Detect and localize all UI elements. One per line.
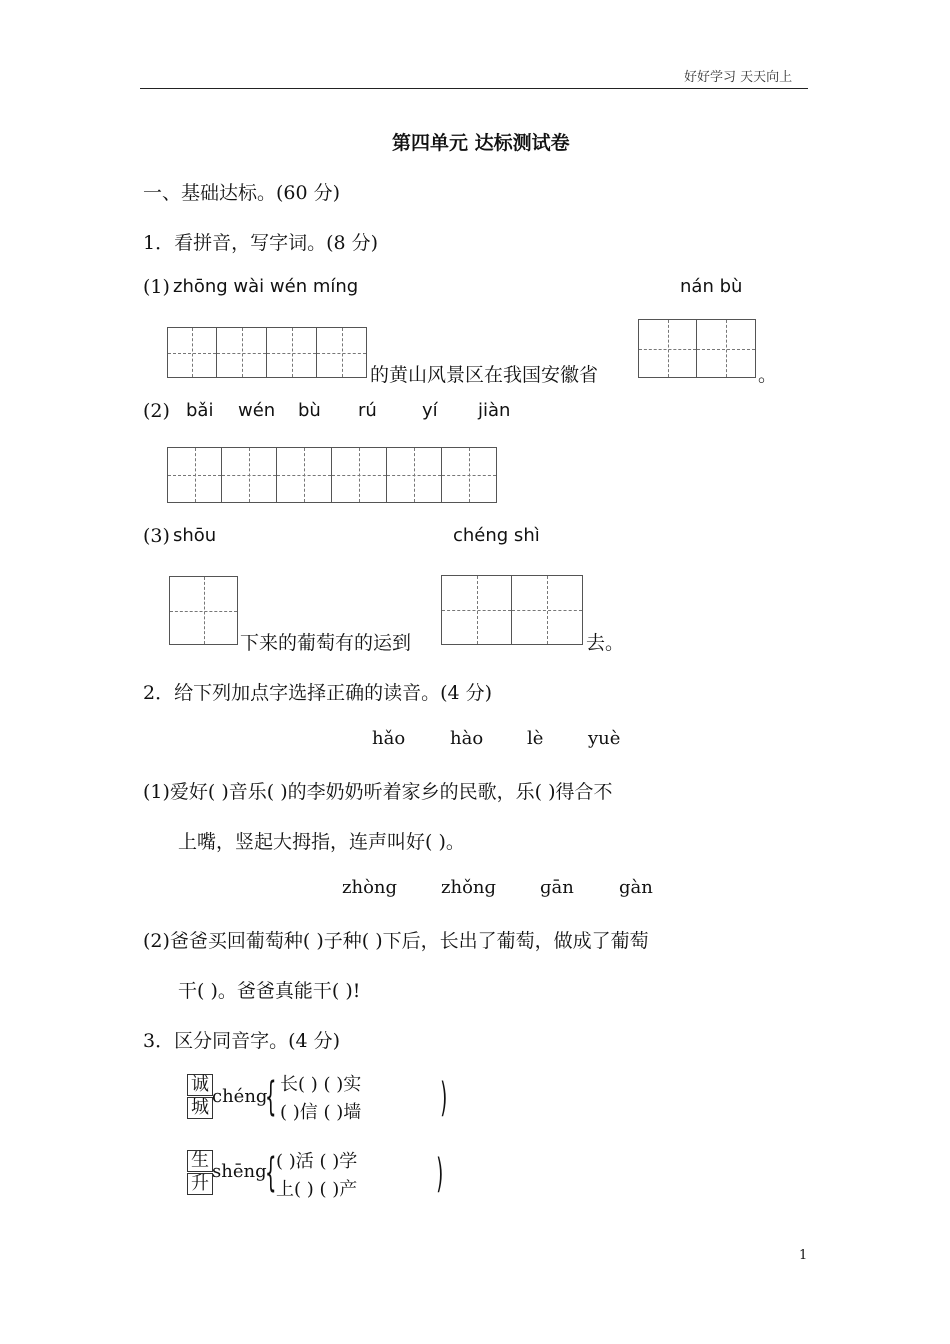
q2-option-3: lè (527, 728, 544, 749)
page-number: 1 (799, 1248, 808, 1263)
q1-part1-end: 。 (758, 364, 778, 386)
group1-row1: 长( ) ( )实 (280, 1074, 362, 1095)
question-1-heading: 1．看拼音，写字词。(8 分) (143, 232, 379, 254)
q1-part3-text: 下来的葡萄有的运到 (240, 632, 412, 654)
group2-row2: 上( ) ( )产 (276, 1179, 358, 1200)
q1-part2-label: (2) (143, 400, 170, 422)
writing-grid-p2[interactable] (167, 447, 497, 503)
writing-grid-p3b[interactable] (441, 575, 583, 645)
section-heading: 一、基础达标。(60 分) (143, 182, 341, 204)
q2-option-4: yuè (588, 728, 621, 749)
boxed-char-2: 城 (187, 1097, 213, 1119)
boxed-char-1: 诚 (187, 1074, 213, 1096)
q1-part3-pinyin-a: shōu (173, 525, 217, 546)
right-paren: ) (436, 1151, 444, 1197)
q1-part2-pinyin-5: yí (422, 400, 438, 421)
q1-part2-pinyin-4: rú (358, 400, 377, 421)
question-3-heading: 3．区分同音字。(4 分) (143, 1030, 341, 1052)
q2-line-1b: 上嘴，竖起大拇指，连声叫好( )。 (178, 831, 465, 853)
header-rule (140, 88, 808, 89)
right-paren: ) (440, 1075, 448, 1121)
left-brace: { (264, 1074, 277, 1120)
q2-line-2b: 干( )。爸爸真能干( )! (178, 980, 361, 1002)
writing-grid-p1b[interactable] (638, 319, 756, 378)
q2-line-1a: (1)爱好( )音乐( )的李奶奶听着家乡的民歌，乐( )得合不 (143, 781, 613, 803)
q1-part2-pinyin-6: jiàn (478, 400, 511, 421)
question-2-heading: 2．给下列加点字选择正确的读音。(4 分) (143, 682, 493, 704)
group1-row2: ( )信 ( )墙 (280, 1102, 362, 1123)
left-brace: { (264, 1150, 277, 1196)
q1-part1-label: (1) (143, 276, 170, 298)
writing-grid-p3a[interactable] (169, 576, 238, 645)
q1-part2-pinyin-3: bù (298, 400, 321, 421)
q2-option-6: zhǒnɡ (441, 877, 497, 898)
q1-part3-end: 去。 (586, 632, 625, 654)
q1-part1-text: 的黄山风景区在我国安徽省 (370, 364, 599, 386)
q1-part3-pinyin-b: chéng shì (453, 525, 540, 546)
writing-grid-p1a[interactable] (167, 327, 367, 378)
q1-part2-pinyin-2: wén (238, 400, 276, 421)
page-header: 好好学习 天天向上 (684, 70, 793, 85)
group2-pinyin: shēng (212, 1161, 267, 1182)
q2-line-2a: (2)爸爸买回葡萄种( )子种( )下后，长出了葡萄，做成了葡萄 (143, 930, 649, 952)
q2-option-7: ɡān (540, 877, 574, 898)
group2-row1: ( )活 ( )学 (276, 1151, 358, 1172)
q2-option-8: gàn (619, 877, 653, 898)
q1-part2-pinyin-1: bǎi (186, 400, 214, 421)
q2-option-2: hào (450, 728, 484, 749)
page-title: 第四单元 达标测试卷 (392, 132, 570, 154)
q1-part1-pinyin-a: zhōng wài wén míng (173, 276, 359, 297)
q2-option-1: hǎo (372, 728, 406, 749)
q1-part3-label: (3) (143, 525, 170, 547)
q2-option-5: zhòng (342, 877, 398, 898)
group1-pinyin: chéng (212, 1086, 268, 1107)
boxed-char-3: 生 (187, 1150, 213, 1172)
q1-part1-pinyin-b: nán bù (680, 276, 743, 297)
boxed-char-4: 升 (187, 1173, 213, 1195)
